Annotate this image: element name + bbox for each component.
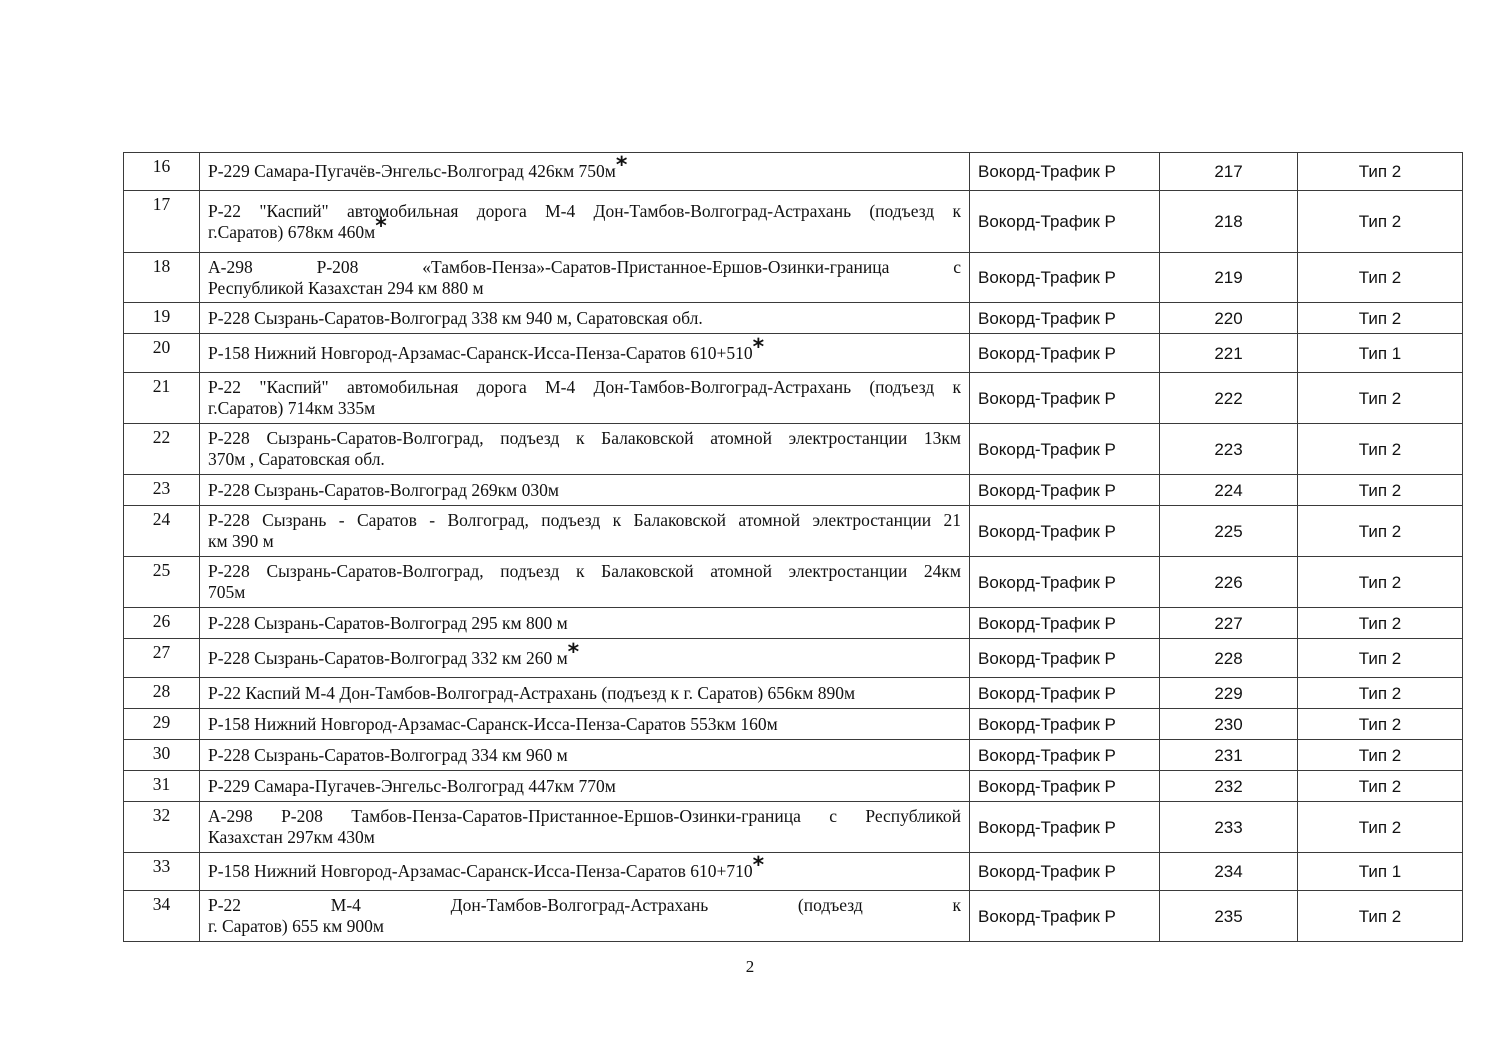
device-type: Тип 1 — [1298, 334, 1463, 373]
device-code: 235 — [1160, 891, 1298, 942]
road-location — [200, 424, 970, 475]
asterisk-icon: * — [375, 213, 387, 239]
location-line-1: Р-22 "Каспий" автомобильная дорога М-4 Дон-Тамбов-Волгоград-Астрахань (подъезд к — [208, 200, 961, 221]
location-line-1: Р-22 М-4 Дон-Тамбов-Волгоград-Астрахань (подъезд к — [208, 895, 961, 915]
device-type: Тип 2 — [1298, 639, 1463, 678]
road-location — [200, 253, 970, 303]
road-location — [200, 709, 970, 740]
device-name: Вокорд-Трафик Р — [970, 709, 1160, 740]
location-line-1: Р-228 Сызрань - Саратов - Волгоград, подъезд к Балаковской атомной электростанции 21 — [208, 510, 961, 530]
location-line-2: км 390 м — [208, 531, 274, 551]
row-number: 25 — [124, 557, 200, 608]
table-row — [124, 253, 1463, 303]
asterisk-icon: * — [567, 639, 580, 665]
device-type: Тип 2 — [1298, 191, 1463, 253]
location-line-1: Р-229 Самара-Пугачев-Энгельс-Волгоград 447км 770м — [208, 775, 616, 796]
device-code: 222 — [1160, 373, 1298, 424]
device-code: 231 — [1160, 740, 1298, 771]
asterisk-icon: * — [752, 853, 765, 878]
row-number: 26 — [124, 608, 200, 639]
row-number: 30 — [124, 740, 200, 771]
location-line-1: Р-228 Сызрань-Саратов-Волгоград 332 км 260 м — [208, 647, 568, 668]
road-location — [200, 771, 970, 802]
location-line-1: Р-229 Самара-Пугачёв-Энгельс-Волгоград 426км 750м — [208, 161, 616, 181]
row-number: 18 — [124, 253, 200, 303]
row-number: 27 — [124, 639, 200, 678]
row-number: 31 — [124, 771, 200, 802]
table-row — [124, 740, 1463, 771]
device-code: 234 — [1160, 853, 1298, 891]
device-type: Тип 2 — [1298, 740, 1463, 771]
table-row — [124, 153, 1463, 191]
table-row — [124, 191, 1463, 253]
location-line-1: А-298 Р-208 Тамбов-Пенза-Саратов-Пристанное-Ершов-Озинки-граница с Республикой — [208, 806, 961, 826]
location-line-1: Р-228 Сызрань-Саратов-Волгоград 338 км 940 м, Саратовская обл. — [208, 307, 703, 328]
row-number: 29 — [124, 709, 200, 740]
location-line-1: Р-228 Сызрань-Саратов-Волгоград 334 км 960 м — [208, 744, 568, 765]
device-name: Вокорд-Трафик Р — [970, 608, 1160, 639]
device-type: Тип 1 — [1298, 853, 1463, 891]
table-row — [124, 557, 1463, 608]
device-name: Вокорд-Трафик Р — [970, 475, 1160, 506]
cameras-table — [123, 152, 1463, 942]
device-code: 226 — [1160, 557, 1298, 608]
device-code: 223 — [1160, 424, 1298, 475]
device-name: Вокорд-Трафик Р — [970, 557, 1160, 608]
location-line-1: Р-158 Нижний Новгород-Арзамас-Саранск-Исса-Пенза-Саратов 553км 160м — [208, 713, 778, 734]
road-location — [200, 678, 970, 709]
road-location — [200, 506, 970, 557]
asterisk-icon: * — [752, 334, 765, 360]
location-line-1: Р-228 Сызрань-Саратов-Волгоград 269км 030м — [208, 479, 559, 500]
device-type: Тип 2 — [1298, 678, 1463, 709]
device-code: 219 — [1160, 253, 1298, 303]
device-type: Тип 2 — [1298, 153, 1463, 191]
device-type: Тип 2 — [1298, 424, 1463, 475]
road-location — [200, 802, 970, 853]
device-code: 224 — [1160, 475, 1298, 506]
location-line-1: Р-228 Сызрань-Саратов-Волгоград 295 км 800 м — [208, 612, 568, 633]
location-line-2: 705м — [208, 582, 246, 602]
row-number: 32 — [124, 802, 200, 853]
device-code: 228 — [1160, 639, 1298, 678]
device-type: Тип 2 — [1298, 802, 1463, 853]
row-number: 19 — [124, 303, 200, 334]
row-number: 33 — [124, 853, 200, 891]
device-name: Вокорд-Трафик Р — [970, 506, 1160, 557]
road-location — [200, 475, 970, 506]
device-code: 227 — [1160, 608, 1298, 639]
device-type: Тип 2 — [1298, 557, 1463, 608]
device-name: Вокорд-Трафик Р — [970, 153, 1160, 191]
device-name: Вокорд-Трафик Р — [970, 424, 1160, 475]
device-type: Тип 2 — [1298, 373, 1463, 424]
location-line-1: Р-22 "Каспий" автомобильная дорога М-4 Дон-Тамбов-Волгоград-Астрахань (подъезд к — [208, 377, 961, 397]
road-location — [200, 853, 970, 891]
table-body — [124, 153, 1463, 942]
location-line-2: г.Саратов) 678км 460м — [208, 221, 376, 242]
road-location — [200, 334, 970, 373]
location-line-2: Казахстан 297км 430м — [208, 827, 375, 847]
road-location — [200, 891, 970, 942]
location-line-2: Республикой Казахстан 294 км 880 м — [208, 277, 484, 298]
device-type: Тип 2 — [1298, 709, 1463, 740]
row-number: 17 — [124, 191, 200, 253]
device-name: Вокорд-Трафик Р — [970, 771, 1160, 802]
row-number: 22 — [124, 424, 200, 475]
device-name: Вокорд-Трафик Р — [970, 853, 1160, 891]
row-number: 23 — [124, 475, 200, 506]
location-line-2: 370м , Саратовская обл. — [208, 449, 385, 469]
table-row — [124, 608, 1463, 639]
device-type: Тип 2 — [1298, 303, 1463, 334]
location-line-2: г.Саратов) 714км 335м — [208, 398, 376, 418]
device-name: Вокорд-Трафик Р — [970, 639, 1160, 678]
device-code: 225 — [1160, 506, 1298, 557]
road-location — [200, 373, 970, 424]
table-row — [124, 678, 1463, 709]
table-row — [124, 373, 1463, 424]
device-code: 229 — [1160, 678, 1298, 709]
device-code: 233 — [1160, 802, 1298, 853]
table-row — [124, 891, 1463, 942]
device-name: Вокорд-Трафик Р — [970, 253, 1160, 303]
device-name: Вокорд-Трафик Р — [970, 678, 1160, 709]
location-line-1: Р-22 Каспий М-4 Дон-Тамбов-Волгоград-Астрахань (подъезд к г. Саратов) 656км 890м — [208, 682, 856, 703]
road-location — [200, 303, 970, 334]
location-line-2: г. Саратов) 655 км 900м — [208, 916, 384, 936]
row-number: 21 — [124, 373, 200, 424]
road-location — [200, 191, 970, 253]
asterisk-icon: * — [615, 153, 628, 178]
location-line-1: Р-228 Сызрань-Саратов-Волгоград, подъезд к Балаковской атомной электростанции 24км — [208, 561, 961, 581]
location-line-1: Р-228 Сызрань-Саратов-Волгоград, подъезд к Балаковской атомной электростанции 13км — [208, 428, 961, 448]
table-row — [124, 802, 1463, 853]
device-name: Вокорд-Трафик Р — [970, 891, 1160, 942]
table-row — [124, 424, 1463, 475]
device-code: 232 — [1160, 771, 1298, 802]
table-row — [124, 771, 1463, 802]
row-number: 16 — [124, 153, 200, 191]
road-location — [200, 639, 970, 678]
device-type: Тип 2 — [1298, 891, 1463, 942]
device-name: Вокорд-Трафик Р — [970, 740, 1160, 771]
table-row — [124, 475, 1463, 506]
device-type: Тип 2 — [1298, 506, 1463, 557]
row-number: 24 — [124, 506, 200, 557]
table-row — [124, 709, 1463, 740]
device-type: Тип 2 — [1298, 475, 1463, 506]
device-name: Вокорд-Трафик Р — [970, 373, 1160, 424]
device-name: Вокорд-Трафик Р — [970, 334, 1160, 373]
row-number: 20 — [124, 334, 200, 373]
row-number: 28 — [124, 678, 200, 709]
table-row — [124, 639, 1463, 678]
device-name: Вокорд-Трафик Р — [970, 303, 1160, 334]
device-code: 218 — [1160, 191, 1298, 253]
device-code: 230 — [1160, 709, 1298, 740]
table-row — [124, 334, 1463, 373]
device-type: Тип 2 — [1298, 608, 1463, 639]
table-row — [124, 853, 1463, 891]
device-type: Тип 2 — [1298, 771, 1463, 802]
page-number: 2 — [745, 957, 755, 976]
table-row — [124, 303, 1463, 334]
road-location — [200, 740, 970, 771]
device-name: Вокорд-Трафик Р — [970, 191, 1160, 253]
table-row — [124, 506, 1463, 557]
device-code: 217 — [1160, 153, 1298, 191]
road-location — [200, 608, 970, 639]
road-location — [200, 153, 970, 191]
location-line-1: А-298 Р-208 «Тамбов-Пенза»-Саратов-Пристанное-Ершов-Озинки-граница с — [208, 256, 961, 277]
road-location — [200, 557, 970, 608]
device-code: 220 — [1160, 303, 1298, 334]
location-line-1: Р-158 Нижний Новгород-Арзамас-Саранск-Исса-Пенза-Саратов 610+510 — [208, 342, 753, 363]
device-name: Вокорд-Трафик Р — [970, 802, 1160, 853]
device-type: Тип 2 — [1298, 253, 1463, 303]
row-number: 34 — [124, 891, 200, 942]
device-code: 221 — [1160, 334, 1298, 373]
location-line-1: Р-158 Нижний Новгород-Арзамас-Саранск-Исса-Пенза-Саратов 610+710 — [208, 861, 753, 881]
